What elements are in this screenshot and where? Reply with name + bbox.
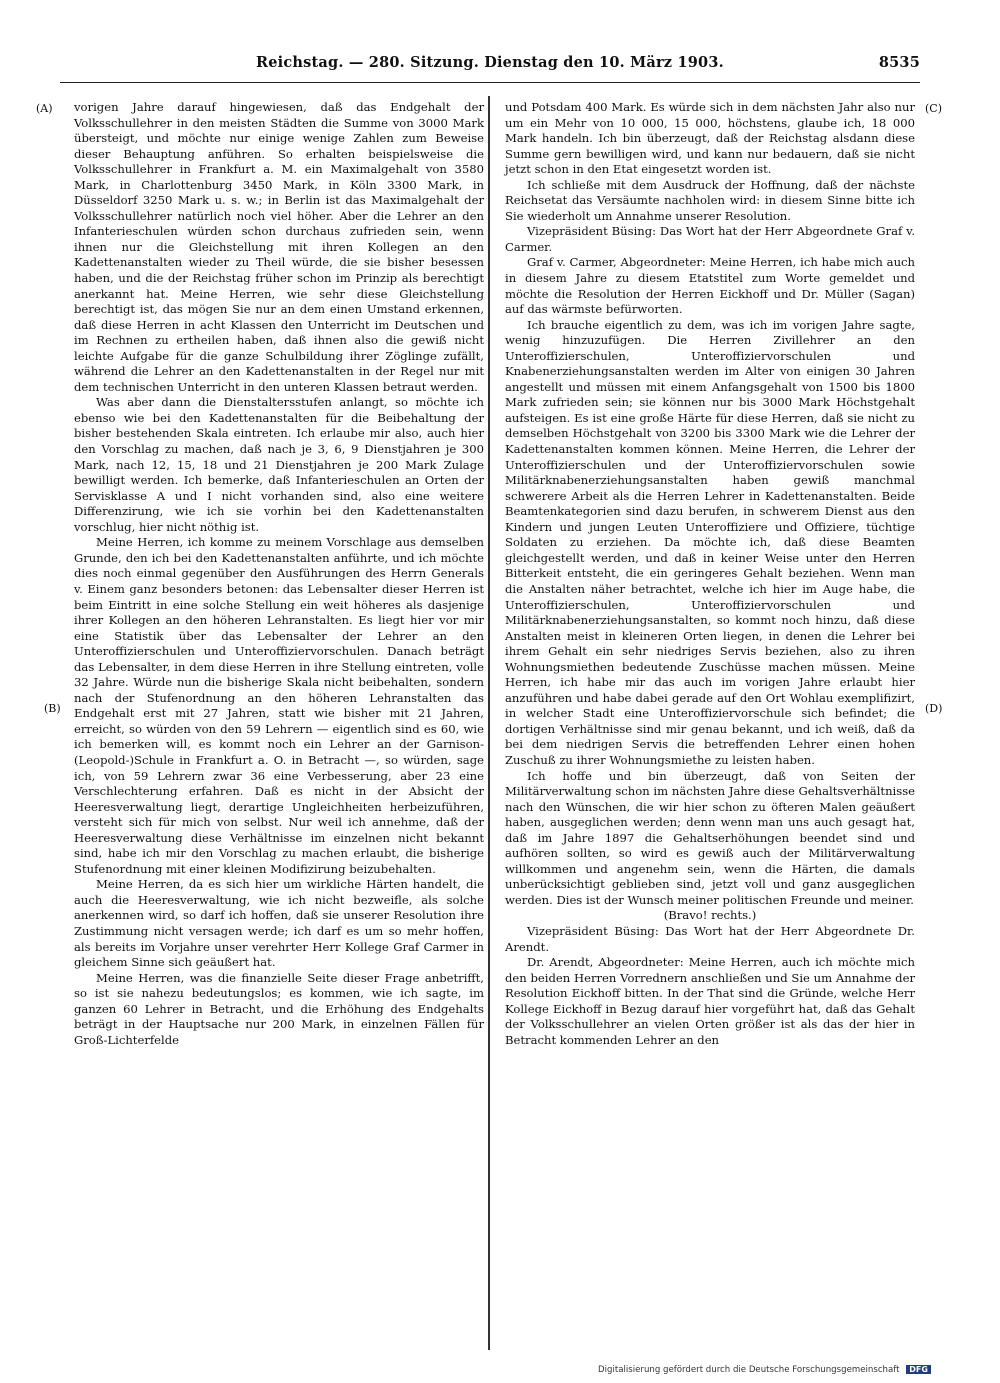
right-paragraph: Graf v. Carmer, Abgeordneter: Meine Herren, ich habe mich auch in diesem Jahre zu diesem Etatstitel zum Worte gemeldet und möchte die Resolution der Herren Eickhoff und Dr. Müller (Sagan) auf das wärmste befürworten. xyxy=(505,255,915,317)
speaker-intro: Vizepräsident Büsing: Das Wort hat der Herr Abgeordnete Dr. Arendt. xyxy=(505,923,915,954)
left-paragraph: Meine Herren, da es sich hier um wirkliche Härten handelt, die auch die Heeresverwaltung, wie ich nicht bezweifle, als solche anerkennen wird, so darf ich hoffen, daß sie unserer Resolution ihre Zustimmung nicht versagen werde; ich darf es um so mehr hoffen, als bereits im Vorjahre unser verehrter Herr Kollege Graf Carmer in gleichem Sinne sich geäußert hat. xyxy=(74,877,484,970)
margin-mark-a: (A) xyxy=(36,102,53,115)
right-paragraph: und Potsdam 400 Mark. Es würde sich in dem nächsten Jahr also nur um ein Mehr von 10 000, 15 000, höchstens, glaube ich, 18 000 Mark handeln. Ich bin überzeugt, daß der Reichstag alsdann diese Summe gern bewilligen wird, und kann nur bedauern, daß sie nicht jetzt schon in den Etat eingesetzt worden ist. xyxy=(505,100,915,177)
page-number: 8535 xyxy=(878,54,920,71)
right-column xyxy=(505,100,915,1048)
right-paragraph: Ich schließe mit dem Ausdruck der Hoffnung, daß der nächste Reichsetat das Versäumte nachholen wird: in diesem Sinne bitte ich Sie wiederholt um Annahme unserer Resolution. xyxy=(505,177,915,223)
left-paragraph: Meine Herren, ich komme zu meinem Vorschlage aus demselben Grunde, den ich bei den Kadettenanstalten anführte, und ich möchte dies noch einmal gegenüber den Ausführungen des Herrn Generals v. Einem ganz besonders betonen: das Lebensalter dieser Herren ist beim Eintritt in eine solche Stellung ein weit höheres als dasjenige ihrer Kollegen an den höheren Lehranstalten. Es liegt hier vor mir eine Statistik über das Lebensalter der Lehrer an den Unteroffizierschulen und Unteroffiziervorschulen. Danach beträgt das Lebensalter, in dem diese Herren in ihre Stellung eintreten, volle 32 Jahre. Würde nun die bisherige Skala nicht beibehalten, sondern nach der Stufenordnung an den höheren Lehranstalten das Endgehalt erst mit 27 Jahren, statt wie bisher mit 21 Jahren, erreicht, so würden von den 59 Lehrern — eigentlich sind es 60, wie ich bemerken will, es kommt noch ein Lehrer an der Garnison-(Leopold-)Schule in Frankfurt a. O. in Betracht —, so würden, sage ich, von 59 Lehrern zwar 36 eine Verbesserung, aber 23 eine Verschlechterung erfahren. Daß es nicht in der Absicht der Heeresverwaltung liegt, derartige Ungleichheiten herbeizuführen, versteht sich für mich von selbst. Nur weil ich annehme, daß der Heeresverwaltung diese Verhältnisse im einzelnen nicht bekannt sind, habe ich mir den Vorschlag zu machen erlaubt, die bisherige Stufenordnung mit einer kleinen Modifizirung beizubehalten. xyxy=(74,535,484,876)
header-rule xyxy=(60,82,920,83)
speaker-intro: Vizepräsident Büsing: Das Wort hat der Herr Abgeordnete Graf v. Carmer. xyxy=(505,224,915,254)
left-paragraph: vorigen Jahre darauf hingewiesen, daß das Endgehalt der Volksschullehrer in den meisten Städten die Summe von 3000 Mark übersteigt, und möchte nur einige wenige Zahlen zum Beweise dieser Behauptung anführen. So erhalten beispielsweise die Volksschullehrer in Frankfurt a. M. ein Maximalgehalt von 3580 Mark, in Charlottenburg 3450 Mark, in Köln 3300 Mark, in Düsseldorf 3250 Mark u. s. w.; in Berlin ist das Maximalgehalt der Volksschullehrer natürlich noch viel höher. Aber die Lehrer an den Infanterieschulen würden schon durchaus zufrieden sein, wenn ihnen nur die Gleichstellung mit ihren Kollegen an den Kadettenanstalten wieder zu Theil würde, die sie bisher besessen haben, und die der Reichstag früher schon im Prinzip als berechtigt anerkannt hat. Meine Herren, wie sehr diese Gleichstellung berechtigt ist, das mögen Sie nur an dem einen Umstand erkennen, daß diese Herren in acht Klassen den Unterricht im Deutschen und im Rechnen zu ertheilen haben, daß ihnen also die gewiß nicht leichte Aufgabe für die ganze Schulbildung ihrer Zöglinge zufällt, während die Lehrer an den Kadettenanstalten in der Regel nur mit dem technischen Unterricht in den unteren Klassen betraut werden. xyxy=(74,100,484,394)
margin-mark-c: (C) xyxy=(925,102,942,115)
page-header xyxy=(60,54,920,78)
left-column xyxy=(74,100,484,1048)
page-footer xyxy=(598,1365,978,1379)
left-paragraph: Meine Herren, was die finanzielle Seite dieser Frage anbetrifft, so ist sie nahezu bedeutungslos; es kommen, wie ich sagte, im ganzen 60 Lehrer in Betracht, und die Erhöhung des Endgehalts beträgt in der Hauptsache nur 200 Mark, in einzelnen Fällen für Groß-Lichterfelde xyxy=(74,970,484,1047)
right-paragraph: Ich hoffe und bin überzeugt, daß von Seiten der Militärverwaltung schon im nächsten Jahre diese Gehaltsverhältnisse nach den Wünschen, die wir hier schon zu öfteren Malen geäußert haben, ausgeglichen werden; denn wenn man uns auch gesagt hat, daß im Jahre 1897 die Gehaltserhöhungen beendet sind und aufhören sollten, so wird es gewiß auch der Militärverwaltung willkommen und angenehm sein, wenn die Härten, die damals unberücksichtigt geblieben sind, jetzt voll und ganz ausgeglichen werden. Dies ist der Wunsch meiner politischen Freunde und meiner. xyxy=(505,768,915,907)
left-paragraph: Was aber dann die Dienstaltersstufen anlangt, so möchte ich ebenso wie bei den Kadettenanstalten für die Beibehaltung der bisher bestehenden Skala eintreten. Ich erlaube mir also, auch hier den Vorschlag zu machen, daß nach je 3, 6, 9 Dienstjahren je 300 Mark, nach 12, 15, 18 und 21 Dienstjahren je 200 Mark Zulage bewilligt werden. Ich bemerke, daß Infanterieschulen an Orten der Servisklasse A und I nicht vorhanden sind, also eine weitere Differenzirung, wie ich sie vorhin bei den Kadettenanstalten vorschlug, hier nicht nöthig ist. xyxy=(74,395,484,534)
margin-mark-b: (B) xyxy=(44,702,61,715)
right-paragraph: Ich brauche eigentlich zu dem, was ich im vorigen Jahre sagte, wenig hinzuzufügen. Die Herren Zivillehrer an den Unteroffizierschulen, Unteroffiziervorschulen und Knabenerziehungsanstalten werden im Alter von einigen 30 Jahren angestellt und müssen mit einem Anfangsgehalt von 1500 bis 1800 Mark zufrieden sein; sie können nur bis 3000 Mark Höchstgehalt aufsteigen. Es ist eine große Härte für diese Herren, daß sie nicht zu demselben Höchstgehalt von 3200 bis 3300 Mark wie die Lehrer der Kadettenanstalten kommen können. Meine Herren, die Lehrer der Unteroffizierschulen und der Unteroffiziervorschulen sowie Militärknabenerziehungsanstalten haben gewiß manchmal schwerere Arbeit als die Herren Lehrer in Kadettenanstalten. Beide Beamtenkategorien sind dazu berufen, in schwerem Dienst aus den Kindern und jungen Leuten Unteroffiziere und Offiziere, tüchtige Soldaten zu erziehen. Da möchte ich, daß diese Beamten gleichgestellt werden, und daß in keiner Weise unter den Herren Bitterkeit entsteht, die ein geringeres Gehalt beziehen. Wenn man die Anstalten näher betrachtet, welche ich hier im Auge habe, die Unteroffizierschulen, Unteroffiziervorschulen und Militärknabenerziehungsanstalten, so kommt noch hinzu, daß diese Anstalten meist in kleineren Orten liegen, in denen die Lehrer bei ihrem Gehalt ein sehr niedriges Servis beziehen, also zu ihren Wohnungsmiethen bedeutende Zuschüsse machen müssen. Meine Herren, ich habe mir das auch im vorigen Jahre erlaubt hier anzuführen und habe dabei gerade auf den Ort Wohlau exemplifizirt, in welcher Stadt eine Unteroffiziervorschule sich befindet; die dortigen Verhältnisse sind mir genau bekannt, und ich weiß, daß da bei dem niedrigen Servis die betreffenden Lehrer einen hohen Zuschuß zu ihrer Wohnungsmiethe zu leisten haben. xyxy=(505,317,915,767)
right-paragraph: Dr. Arendt, Abgeordneter: Meine Herren, auch ich möchte mich den beiden Herren Vorrednern anschließen und Sie um Annahme der Resolution Eickhoff bitten. In der That sind die Gründe, welche Herr Kollege Eickhoff in Bezug darauf hier vorgeführt hat, daß das Gehalt der Volksschullehrer an vielen Orten größer ist als das der hier in Betracht kommenden Lehrer an den xyxy=(505,955,915,1047)
dfg-logo: DFG xyxy=(906,1365,931,1374)
applause-note: (Bravo! rechts.) xyxy=(663,908,757,923)
column-divider xyxy=(488,96,490,1350)
footer-credit: Digitalisierung gefördert durch die Deutsche Forschungsgemeinschaft xyxy=(598,1365,900,1375)
running-title: Reichstag. — 280. Sitzung. Dienstag den 10. März 1903. xyxy=(256,54,724,71)
margin-mark-d: (D) xyxy=(925,702,943,715)
